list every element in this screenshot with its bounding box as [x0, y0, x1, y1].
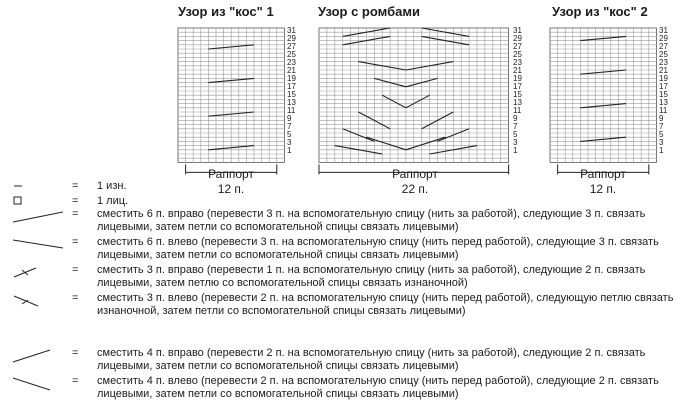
row-number: 27 [659, 42, 668, 51]
legend-text: сместить 4 п. влево (перевести 2 п. на вспомогательную спицу (нить перед работой), следующие 2 п. связать лицевыми, затем петли со вспомогательной спицы связать лицевыми) [97, 375, 659, 401]
square-icon [8, 195, 58, 207]
row-number: 29 [659, 34, 668, 43]
cross-3-right-icon [8, 264, 68, 290]
rapport-middle-count: 22 п. [401, 182, 429, 196]
rapport-left-count: 12 п. [217, 182, 245, 196]
row-number: 25 [513, 50, 522, 59]
legend-eq: = [72, 180, 79, 192]
row-number: 17 [287, 82, 296, 91]
row-number: 31 [513, 26, 522, 35]
chart-title-left [178, 4, 274, 19]
row-number: 17 [513, 82, 522, 91]
row-number: 7 [287, 122, 292, 131]
row-labels-middle [513, 27, 522, 155]
row-number: 7 [659, 122, 664, 131]
chart-title-left-number: 1 [266, 4, 274, 19]
row-number: 25 [659, 50, 668, 59]
legend-text: сместить 6 п. влево (перевести 3 п. на вспомогательную спицу (нить перед работой), следующие 3 п. связать лицевыми, затем петли со вспомогательной спицы связать лицевыми) [97, 236, 659, 262]
rapport-left-label: Раппорт [208, 167, 254, 181]
row-number: 5 [513, 130, 518, 139]
row-number: 19 [513, 74, 522, 83]
row-number: 19 [287, 74, 296, 83]
row-number: 9 [287, 114, 292, 123]
legend-eq: = [72, 375, 79, 387]
chart-title-right-text: Узор из "кос" [552, 4, 637, 19]
row-number: 29 [513, 34, 522, 43]
row-number: 7 [513, 122, 518, 131]
row-labels-left [287, 27, 296, 155]
row-number: 9 [513, 114, 518, 123]
row-number: 15 [659, 90, 668, 99]
row-number: 13 [659, 98, 668, 107]
rapport-right-count: 12 п. [589, 182, 617, 196]
cross-6-left-icon [8, 236, 68, 262]
legend-text: сместить 3 п. вправо (перевести 1 п. на вспомогательную спицу (нить за работой), следующие 2 п. связать лицевыми, затем петлю со вспомогательной спицы связать изнаночной) [97, 264, 646, 290]
row-number: 5 [659, 130, 664, 139]
legend-text: сместить 3 п. влево (перевести 2 п. на вспомогательную спицу (нить перед работой), следующую петлю связать изнаночной, затем петли со вспомогательной спицы связать лицевыми) [97, 292, 674, 318]
cross-4-left-icon [8, 375, 68, 401]
cross-6-right-icon [8, 208, 68, 234]
rapport-middle-label: Раппорт [392, 167, 438, 181]
legend-text: сместить 6 п. вправо (перевести 3 п. на вспомогательную спицу (нить за работой), следующие 3 п. связать лицевыми, затем петли со вспомогательной спицы связать лицевыми) [97, 208, 646, 234]
row-number: 11 [287, 106, 296, 115]
row-number: 29 [287, 34, 296, 43]
legend-eq: = [72, 347, 79, 359]
row-labels-right [659, 27, 668, 155]
row-number: 11 [513, 106, 522, 115]
row-number: 27 [513, 42, 522, 51]
chart-title-right [552, 4, 648, 19]
row-number: 15 [513, 90, 522, 99]
row-number: 13 [513, 98, 522, 107]
row-number: 5 [287, 130, 292, 139]
chart-title-left-text: Узор из "кос" [178, 4, 263, 19]
chart-title-right-number: 2 [640, 4, 648, 19]
row-number: 1 [513, 146, 518, 155]
row-number: 23 [659, 58, 668, 67]
row-number: 3 [287, 138, 292, 147]
cross-3-left-icon [8, 292, 68, 318]
row-number: 9 [659, 114, 664, 123]
row-number: 3 [513, 138, 518, 147]
legend-text: 1 изн. [97, 180, 127, 192]
legend-eq: = [72, 208, 79, 220]
legend-eq: = [72, 195, 79, 207]
row-number: 11 [659, 106, 668, 115]
row-number: 23 [513, 58, 522, 67]
legend-eq: = [72, 264, 79, 276]
row-number: 23 [287, 58, 296, 67]
row-number: 17 [659, 82, 668, 91]
legend-text: сместить 4 п. вправо (перевести 2 п. на вспомогательную спицу (нить за работой), следующие 2 п. связать лицевыми, затем петли со вспомогательной спицы связать лицевыми) [97, 347, 646, 373]
row-number: 21 [659, 66, 668, 75]
row-number: 31 [659, 26, 668, 35]
row-number: 21 [513, 66, 522, 75]
row-number: 13 [287, 98, 296, 107]
row-number: 31 [287, 26, 296, 35]
chart-title-middle [318, 4, 420, 19]
legend-text: 1 лиц. [97, 195, 129, 207]
row-number: 25 [287, 50, 296, 59]
chart-title-middle-text: Узор с ромбами [318, 4, 420, 19]
row-number: 19 [659, 74, 668, 83]
legend-eq: = [72, 236, 79, 248]
dash-icon [8, 180, 58, 192]
row-number: 3 [659, 138, 664, 147]
cross-4-right-icon [8, 347, 68, 373]
rapport-right-label: Раппорт [580, 167, 626, 181]
row-number: 1 [287, 146, 292, 155]
row-number: 27 [287, 42, 296, 51]
legend-eq: = [72, 292, 79, 304]
row-number: 15 [287, 90, 296, 99]
row-number: 1 [659, 146, 664, 155]
row-number: 21 [287, 66, 296, 75]
